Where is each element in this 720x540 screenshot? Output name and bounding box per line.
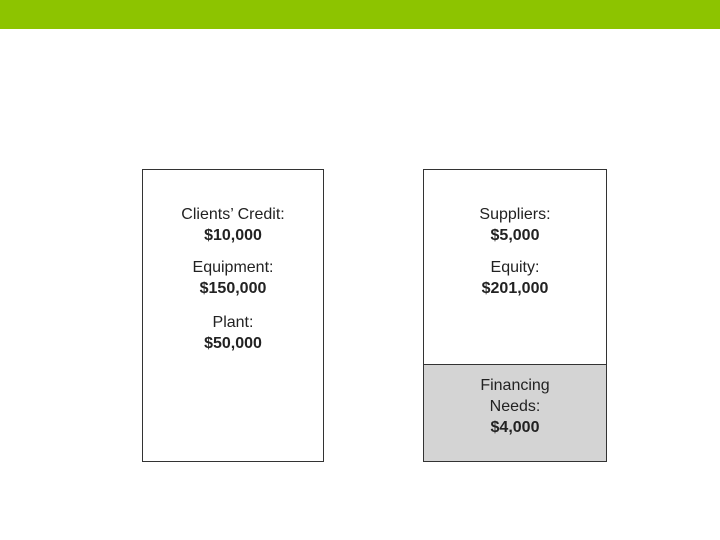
- equity-label: Equity:: [490, 259, 540, 276]
- plant-value: $50,000: [204, 335, 262, 352]
- equity-value: $201,000: [481, 280, 549, 297]
- equipment-value: $150,000: [199, 280, 267, 297]
- financing-needs-value: $4,000: [490, 419, 540, 436]
- clients-credit-value: $10,000: [204, 227, 262, 244]
- assets-box: [142, 169, 324, 462]
- header-accent-bar: [0, 0, 720, 29]
- plant-label: Plant:: [212, 314, 254, 331]
- financing-needs-entry: [424, 375, 606, 438]
- financing-label-line1: Financing: [480, 377, 550, 394]
- suppliers-entry: [424, 204, 606, 246]
- plant-entry: [143, 312, 323, 354]
- financing-label-line2: Needs:: [489, 398, 541, 415]
- suppliers-value: $5,000: [490, 227, 540, 244]
- equipment-entry: [143, 257, 323, 299]
- clients-credit-entry: [143, 204, 323, 246]
- financing-needs-box: [423, 364, 607, 462]
- suppliers-label: Suppliers:: [479, 206, 551, 223]
- clients-credit-label: Clients’ Credit:: [181, 206, 285, 223]
- liabilities-box: [423, 169, 607, 365]
- equipment-label: Equipment:: [192, 259, 274, 276]
- equity-entry: [424, 257, 606, 299]
